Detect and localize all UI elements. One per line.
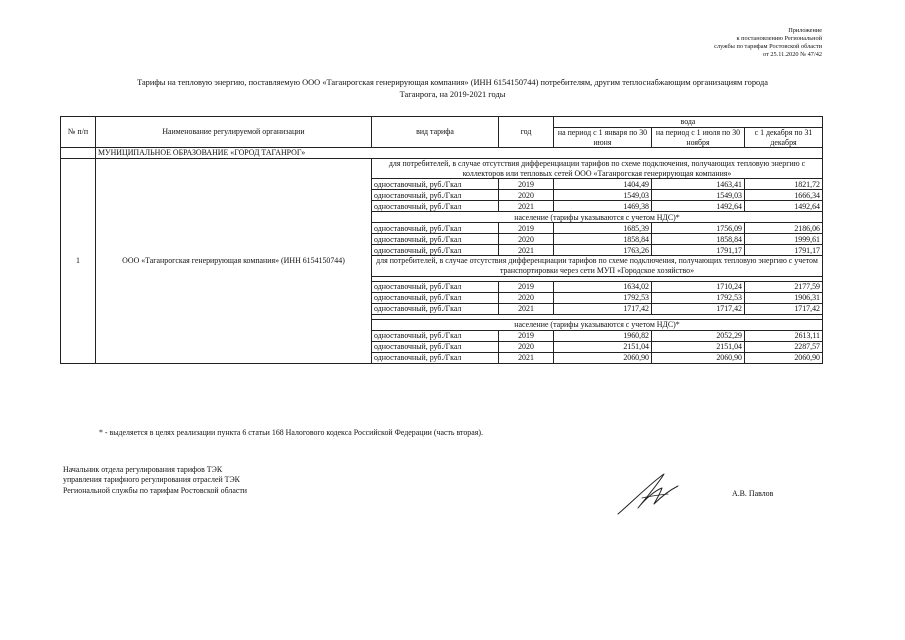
tariff-kind: одноставочный, руб./Гкал <box>372 330 499 341</box>
appendix-line: Приложение <box>788 27 822 34</box>
tariff-year: 2020 <box>499 292 554 303</box>
tariff-kind: одноставочный, руб./Гкал <box>372 341 499 352</box>
tariff-value: 1685,39 <box>554 223 652 234</box>
tariff-value: 1549,03 <box>554 190 652 201</box>
group-title: для потребителей, в случае отсутствия дифференциации тарифов по схеме подключения, получающих тепловую энергию с коллекторов или тепловых сетей ООО «Таганрогская генерирующая компания» <box>372 159 823 179</box>
group-title-row <box>61 159 823 179</box>
footnote: * - выделяется в целях реализации пункта 6 статьи 168 Налогового кодекса Российской Федерации (часть вторая). <box>99 428 483 437</box>
header-organization: Наименование регулируемой организации <box>96 117 372 148</box>
signer-position-line: Начальник отдела регулирования тарифов ТЭК <box>63 465 223 474</box>
empty-cell <box>61 148 96 159</box>
tariff-value: 1792,53 <box>652 292 745 303</box>
header-row <box>61 117 823 128</box>
tariff-kind: одноставочный, руб./Гкал <box>372 201 499 212</box>
appendix-line: к постановлению Региональной <box>736 35 822 42</box>
tariff-kind: одноставочный, руб./Гкал <box>372 303 499 314</box>
header-period-3: с 1 декабря по 31 декабря <box>745 128 823 148</box>
tariff-value: 1492,64 <box>745 201 823 212</box>
signer-position-line: управления тарифного регулирования отраслей ТЭК <box>63 475 240 485</box>
tariff-year: 2019 <box>499 179 554 190</box>
tariff-value: 1792,53 <box>554 292 652 303</box>
tariff-kind: одноставочный, руб./Гкал <box>372 179 499 190</box>
tariff-value: 1634,02 <box>554 281 652 292</box>
appendix-line: от 25.11.2020 № 47/42 <box>763 51 822 58</box>
tariff-value: 2287,57 <box>745 341 823 352</box>
tariff-year: 2021 <box>499 201 554 212</box>
tariff-value: 1463,41 <box>652 179 745 190</box>
tariff-value: 2151,04 <box>554 341 652 352</box>
appendix-line: службы по тарифам Ростовской области <box>714 43 822 50</box>
tariff-value: 1404,49 <box>554 179 652 190</box>
tariff-value: 2052,29 <box>652 330 745 341</box>
tariff-value: 2613,11 <box>745 330 823 341</box>
tariff-value: 1666,34 <box>745 190 823 201</box>
tariff-kind: одноставочный, руб./Гкал <box>372 245 499 256</box>
tariff-value: 1791,17 <box>745 245 823 256</box>
tariff-year: 2021 <box>499 245 554 256</box>
tariff-kind: одноставочный, руб./Гкал <box>372 190 499 201</box>
tariff-kind: одноставочный, руб./Гкал <box>372 234 499 245</box>
municipality-row <box>61 148 823 159</box>
signer-name: А.В. Павлов <box>732 489 774 498</box>
title-line: Тарифы на тепловую энергию, поставляемую ООО «Таганрогская генерирующая компания» (ИНН 6154150744) потребителям, другим теплоснабжающим организациям города <box>137 78 768 87</box>
tariff-year: 2021 <box>499 303 554 314</box>
tariff-year: 2020 <box>499 190 554 201</box>
tariff-value: 2060,90 <box>745 352 823 363</box>
title-line: Таганрога, на 2019-2021 годы <box>399 90 506 99</box>
tariff-value: 1858,84 <box>652 234 745 245</box>
tariff-kind: одноставочный, руб./Гкал <box>372 352 499 363</box>
tariff-value: 1710,24 <box>652 281 745 292</box>
tariff-value: 1492,64 <box>652 201 745 212</box>
municipality-name: МУНИЦИПАЛЬНОЕ ОБРАЗОВАНИЕ «ГОРОД ТАГАНРОГ» <box>96 148 823 159</box>
signer-block <box>63 465 247 496</box>
signer-position-line: Региональной службы по тарифам Ростовской области <box>63 485 247 495</box>
tariff-value: 2177,59 <box>745 281 823 292</box>
tariff-year: 2019 <box>499 281 554 292</box>
tariff-value: 1999,61 <box>745 234 823 245</box>
tariff-value: 1960,82 <box>554 330 652 341</box>
tariff-value: 1791,17 <box>652 245 745 256</box>
tariff-kind: одноставочный, руб./Гкал <box>372 281 499 292</box>
handwritten-signature <box>612 468 692 518</box>
tariff-value: 1821,72 <box>745 179 823 190</box>
group-title: для потребителей, в случае отсутствия дифференциации тарифов по схеме подключения, получающих тепловую энергию с учетом транспортировки через сети МУП «Городское хозяйство» <box>372 256 823 276</box>
header-number: № п/п <box>61 117 96 148</box>
organization-name: ООО «Таганрогская генерирующая компания» (ИНН 6154150744) <box>96 159 372 363</box>
tariff-value: 1717,42 <box>554 303 652 314</box>
tariff-table <box>60 116 823 364</box>
tariff-value: 1717,42 <box>652 303 745 314</box>
header-period-1: на период с 1 января по 30 июня <box>554 128 652 148</box>
tariff-value: 1756,09 <box>652 223 745 234</box>
header-year: год <box>499 117 554 148</box>
header-water: вода <box>554 117 823 128</box>
table-body <box>61 117 823 364</box>
tariff-year: 2021 <box>499 352 554 363</box>
tariff-year: 2020 <box>499 341 554 352</box>
tariff-value: 1717,42 <box>745 303 823 314</box>
tariff-value: 1469,38 <box>554 201 652 212</box>
tariff-value: 1906,31 <box>745 292 823 303</box>
tariff-kind: одноставочный, руб./Гкал <box>372 292 499 303</box>
tariff-value: 2060,90 <box>554 352 652 363</box>
header-tariff-kind: вид тарифа <box>372 117 499 148</box>
tariff-value: 2186,06 <box>745 223 823 234</box>
population-title: население (тарифы указываются с учетом НДС)* <box>372 319 823 330</box>
document-title <box>70 77 835 101</box>
tariff-year: 2020 <box>499 234 554 245</box>
tariff-value: 1549,03 <box>652 190 745 201</box>
tariff-value: 1763,26 <box>554 245 652 256</box>
header-period-2: на период с 1 июля по 30 ноября <box>652 128 745 148</box>
tariff-value: 1858,84 <box>554 234 652 245</box>
population-title: население (тарифы указываются с учетом НДС)* <box>372 212 823 223</box>
tariff-value: 2060,90 <box>652 352 745 363</box>
tariff-value: 2151,04 <box>652 341 745 352</box>
tariff-year: 2019 <box>499 330 554 341</box>
tariff-year: 2019 <box>499 223 554 234</box>
row-number: 1 <box>61 159 96 363</box>
tariff-kind: одноставочный, руб./Гкал <box>372 223 499 234</box>
appendix-note <box>714 27 822 59</box>
